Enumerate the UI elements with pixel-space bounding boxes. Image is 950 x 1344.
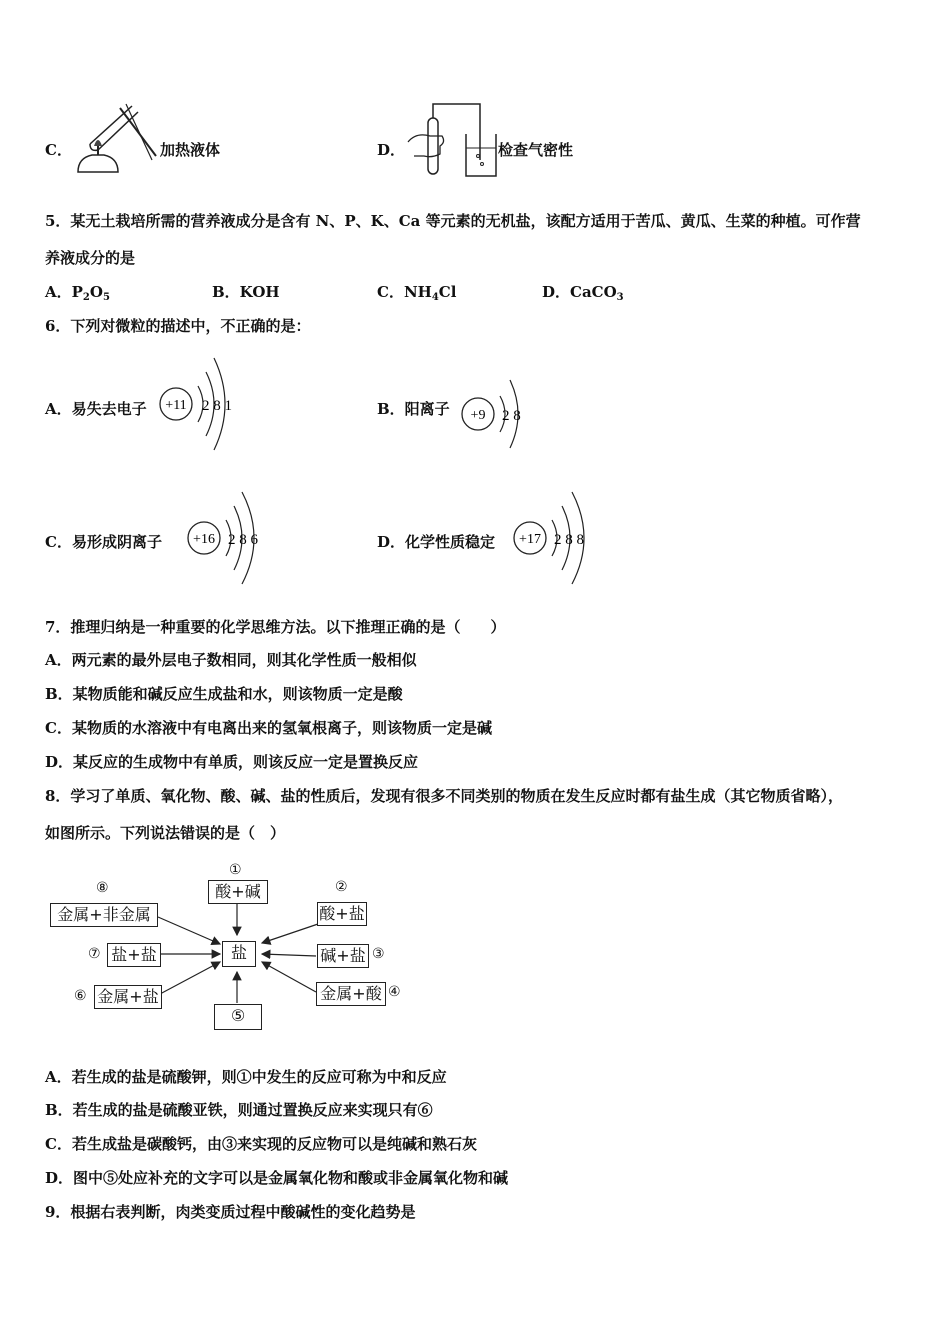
q4-option-d-label: D．: [377, 141, 406, 159]
q7-option-c: C．某物质的水溶液中有电离出来的氢氧根离子，则该物质一定是碱: [45, 719, 492, 737]
diagram-label-2: ②: [335, 879, 348, 895]
q5-option-d: D．CaCO$_3$: [542, 283, 624, 303]
diagram-center-salt-box: 盐: [222, 941, 256, 967]
diagram-label-8: ⑧: [96, 880, 109, 896]
q9-stem: 9．根据右表判断，肉类变质过程中酸碱性的变化趋势是: [45, 1203, 416, 1221]
atom-a-nucleus: +11: [165, 398, 187, 413]
q5-stem-line2: 养液成分的是: [45, 249, 136, 267]
q8-stem-line1: 8．学习了单质、氧化物、酸、碱、盐的性质后，发现有很多不同类别的物质在发生反应时都有盐生成（其它物质省略），: [45, 787, 843, 805]
diagram-box-acid-salt: 酸+盐: [317, 902, 367, 926]
diagram-label-7: ⑦: [88, 946, 101, 962]
q8-option-a: A．若生成的盐是硫酸钾，则①中发生的反应可称为中和反应: [45, 1068, 447, 1086]
q4-option-d-text: 检查气密性: [498, 141, 574, 159]
diagram-label-3: ③: [372, 946, 385, 962]
q6-option-a: A．易失去电子: [45, 400, 147, 418]
diagram-label-6: ⑥: [74, 988, 87, 1004]
diagram-label-1: ①: [229, 862, 242, 878]
q5-option-c: C．$NH_4Cl$: [377, 283, 457, 303]
q6-option-b: B．阳离子: [377, 400, 450, 418]
q5-option-a: A．$P_2O_5$: [45, 283, 110, 303]
diagram-box-acid-base: 酸+碱: [208, 880, 268, 904]
atom-d-shells: 2 8 8: [554, 532, 584, 548]
q7-option-b: B．某物质能和碱反应生成盐和水，则该物质一定是酸: [45, 685, 403, 703]
atom-c-nucleus: +16: [193, 532, 215, 547]
q4-option-c-text: 加热液体: [160, 141, 221, 159]
diagram-box-metal-salt: 金属+盐: [94, 985, 162, 1009]
atom-b-nucleus: +9: [470, 408, 486, 423]
q8-stem-line2: 如图所示。下列说法错误的是（ ）: [45, 824, 286, 842]
q8-option-d: D．图中⑤处应补充的文字可以是金属氧化物和酸或非金属氧化物和碱: [45, 1169, 509, 1187]
q7-stem: 7．推理归纳是一种重要的化学思维方法。以下推理正确的是（ ）: [45, 618, 506, 636]
q8-option-b: B．若生成的盐是硫酸亚铁，则通过置换反应来实现只有⑥: [45, 1101, 433, 1119]
q7-option-d: D．某反应的生成物中有单质，则该反应一定是置换反应: [45, 753, 419, 771]
q5-stem-line1: 5．某无土栽培所需的营养液成分是含有 N、P、K、Ca 等元素的无机盐，该配方适用于苦瓜、黄瓜、生菜的种植。可作营: [45, 212, 861, 230]
q6-option-d: D．化学性质稳定: [377, 533, 496, 551]
diagram-box-metal-nonmetal: 金属+非金属: [50, 903, 158, 927]
q8-option-c: C．若生成盐是碳酸钙，由③来实现的反应物可以是纯碱和熟石灰: [45, 1135, 477, 1153]
q6-stem: 6．下列对微粒的描述中，不正确的是：: [45, 317, 311, 335]
atom-c-shells: 2 8 6: [228, 532, 258, 548]
diagram-box-base-salt: 碱+盐: [317, 944, 369, 968]
q4-option-c-label: C．: [45, 141, 72, 159]
diagram-box-metal-acid: 金属+酸: [316, 982, 386, 1006]
q7-option-a: A．两元素的最外层电子数相同，则其化学性质一般相似: [45, 651, 417, 669]
q6-option-c: C．易形成阴离子: [45, 533, 162, 551]
q5-option-b: B．KOH: [212, 283, 280, 301]
diagram-label-4: ④: [388, 984, 401, 1000]
atom-a-shells: 2 8 1: [202, 398, 232, 414]
diagram-box-5-blank: ⑤: [214, 1004, 262, 1030]
atom-d-nucleus: +17: [519, 532, 541, 547]
diagram-box-salt-salt: 盐+盐: [107, 943, 161, 967]
atom-b-shells: 2 8: [502, 408, 521, 424]
